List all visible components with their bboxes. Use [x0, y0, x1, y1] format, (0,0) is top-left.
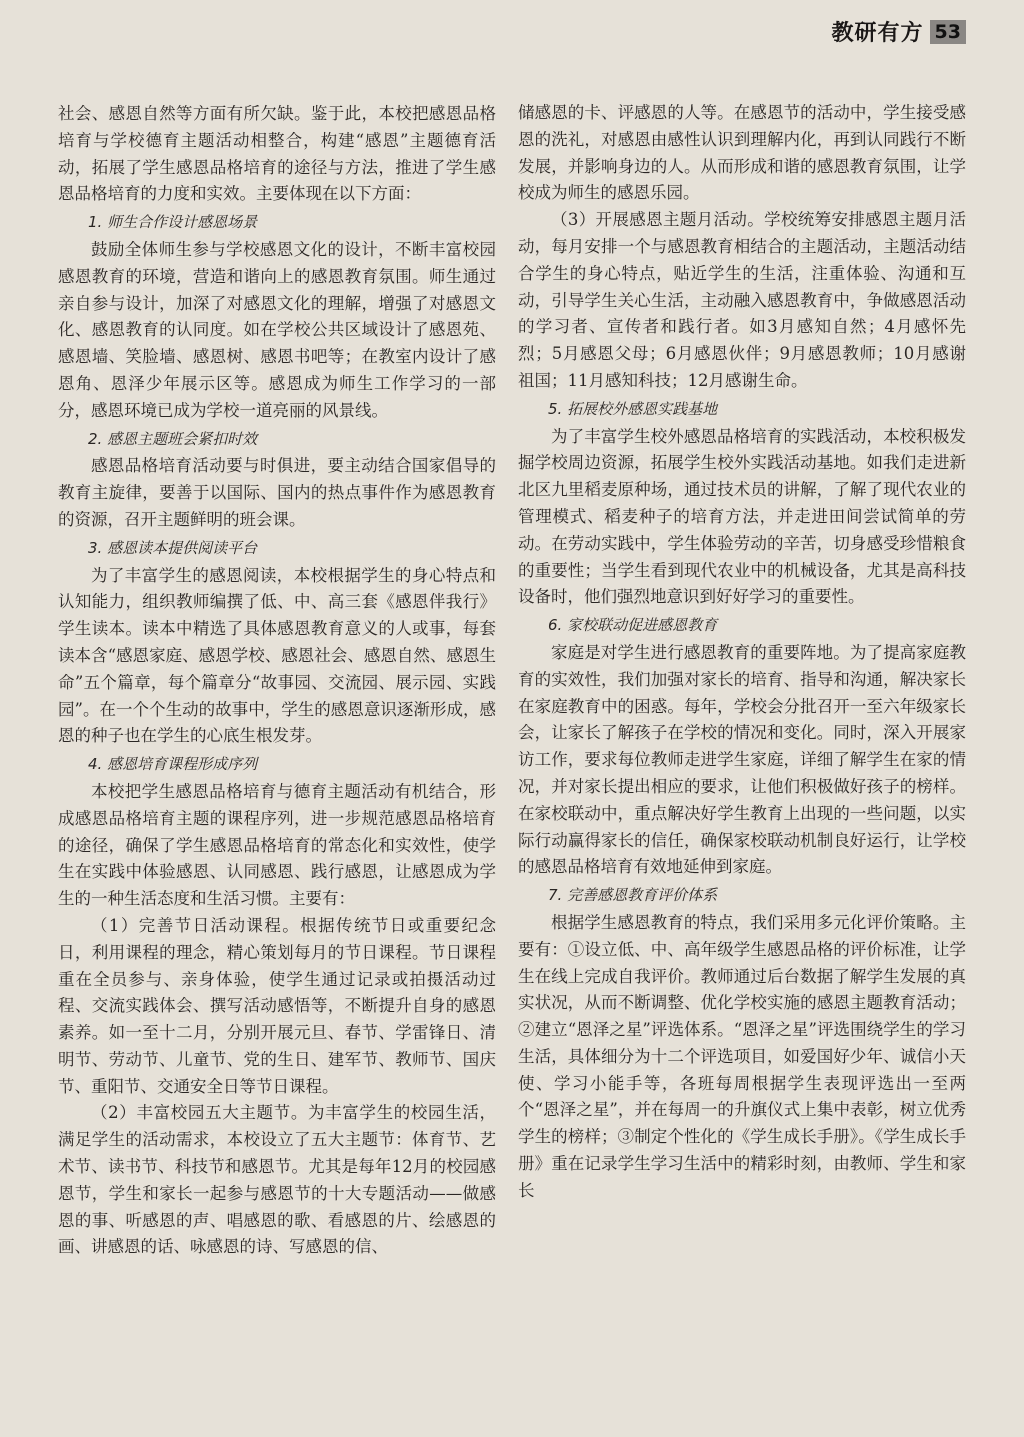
paragraph: （1）完善节日活动课程。根据传统节日或重要纪念日，利用课程的理念，精心策划每月的节日课程。节日课程重在全员参与、亲身体验，使学生通过记录或拍摄活动过程、交流实践体会、撰写活动感悟等，不断提升自身的感恩素养。如一至十二月，分别开展元旦、春节、学雷锋日、清明节、劳动节、儿童节、党的生日、建军节、教师节、国庆节、重阳节、交通安全日等节日课程。	[58, 915, 496, 1096]
paragraph: 为了丰富学生校外感恩品格培育的实践活动，本校积极发掘学校周边资源，拓展学生校外实践活动基地。如我们走进新北区九里稻麦原种场，通过技术员的讲解，了解了现代农业的管理模式、稻麦种子的培育方法，并走进田间尝试简单的劳动。在劳动实践中，学生体验劳动的辛苦，切身感受珍惜粮食的重要性；当学生看到现代农业中的机械设备，尤其是高科技设备时，他们强烈地意识到好好学习的重要性。	[518, 426, 966, 607]
paragraph: 本校把学生感恩品格培育与德育主题活动有机结合，形成感恩品格培育主题的课程序列，进一步规范感恩品格培育的途径，确保了学生感恩品格培育的常态化和实效性，使学生在实践中体验感恩、认同感恩、践行感恩，让感恩成为学生的一种生活态度和生活习惯。主要有：	[58, 781, 496, 909]
paragraph: （3）开展感恩主题月活动。学校统筹安排感恩主题月活动，每月安排一个与感恩教育相结合的主题活动，主题活动结合学生的身心特点，贴近学生的生活，注重体验、沟通和互动，引导学生关心生活，主动融入感恩教育中，争做感恩活动的学习者、宣传者和践行者。如3月感知自然；4月感怀先烈；5月感恩父母；6月感恩伙伴；9月感恩教师；10月感谢祖国；11月感知科技；12月感谢生命。	[518, 210, 966, 390]
right-column	[518, 100, 966, 1205]
paragraph: （2）丰富校园五大主题节。为丰富学生的校园生活，满足学生的活动需求，本校设立了五大主题节：体育节、艺术节、读书节、科技节和感恩节。尤其是每年12月的校园感恩节，学生和家长一起参与感恩节的十大专题活动——做感恩的事、听感恩的声、唱感恩的歌、看感恩的片、绘感恩的画、讲感恩的话、咏感恩的诗、写感恩的信、	[58, 1103, 496, 1257]
section-title: 教研有方	[831, 20, 924, 46]
section-heading: 3. 感恩读本提供阅读平台	[88, 538, 258, 557]
section-heading: 5. 拓展校外感恩实践基地	[548, 399, 718, 418]
paragraph: 根据学生感恩教育的特点，我们采用多元化评价策略。主要有：①设立低、中、高年级学生感恩品格的评价标准，让学生在线上完成自我评价。教师通过后台数据了解学生发展的真实状况，从而不断调整、优化学校实施的感恩主题教育活动；②建立“恩泽之星”评选体系。“恩泽之星”评选围绕学生的学习生活，具体细分为十二个评选项目，如爱国好少年、诚信小天使、学习小能手等，各班每周根据学生表现评选出一至两个“恩泽之星”，并在每周一的升旗仪式上集中表彰，树立优秀学生的榜样；③制定个性化的《学生成长手册》。《学生成长手册》重在记录学生学习生活中的精彩时刻，由教师、学生和家长	[518, 912, 966, 1200]
paragraph: 为了丰富学生的感恩阅读，本校根据学生的身心特点和认知能力，组织教师编撰了低、中、高三套《感恩伴我行》学生读本。读本中精选了具体感恩教育意义的人或事，每套读本含“感恩家庭、感恩学校、感恩社会、感恩自然、感恩生命”五个篇章，每个篇章分“故事园、交流园、展示园、实践园”。在一个个生动的故事中，学生的感恩意识逐渐形成，感恩的种子也在学生的心底生根发芽。	[58, 565, 496, 746]
page-header	[832, 16, 966, 47]
paragraph: 家庭是对学生进行感恩教育的重要阵地。为了提高家庭教育的实效性，我们加强对家长的培育、指导和沟通，解决家长在家庭教育中的困惑。每年，学校会分批召开一至六年级家长会，让家长了解孩子在学校的情况和变化。同时，深入开展家访工作，要求每位教师走进学生家庭，详细了解学生在家的情况，并对家长提出相应的要求，让他们积极做好孩子的榜样。在家校联动中，重点解决好学生教育上出现的一些问题，以实际行动赢得家长的信任，确保家校联动机制良好运行，让学校的感恩品格培育有效地延伸到家庭。	[518, 642, 966, 877]
paragraph: 鼓励全体师生参与学校感恩文化的设计，不断丰富校园感恩教育的环境，营造和谐向上的感恩教育氛围。师生通过亲自参与设计，加深了对感恩文化的理解，增强了对感恩文化、感恩教育的认同度。如在学校公共区域设计了感恩苑、感恩墙、笑脸墙、感恩树、感恩书吧等；在教室内设计了感恩角、恩泽少年展示区等。感恩成为师生工作学习的一部分，感恩环境已成为学校一道亮丽的风景线。	[58, 239, 496, 420]
page-number: 53	[930, 20, 966, 44]
section-heading: 7. 完善感恩教育评价体系	[548, 886, 718, 905]
left-column	[58, 101, 496, 1261]
paragraph: 感恩品格培育活动要与时俱进，要主动结合国家倡导的教育主旋律，要善于以国际、国内的热点事件作为感恩教育的资源，召开主题鲜明的班会课。	[58, 456, 496, 529]
section-heading: 1. 师生合作设计感恩场景	[88, 213, 258, 232]
section-heading: 4. 感恩培育课程形成序列	[88, 755, 258, 774]
section-heading: 2. 感恩主题班会紧扣时效	[88, 429, 258, 448]
paragraph: 储感恩的卡、评感恩的人等。在感恩节的活动中，学生接受感恩的洗礼，对感恩由感性认识到理解内化，再到认同践行不断发展，并影响身边的人。从而形成和谐的感恩教育氛围，让学校成为师生的感恩乐园。	[518, 103, 966, 203]
section-heading: 6. 家校联动促进感恩教育	[548, 616, 718, 635]
paragraph: 社会、感恩自然等方面有所欠缺。鉴于此，本校把感恩品格培育与学校德育主题活动相整合，构建“感恩”主题德育活动，拓展了学生感恩品格培育的途径与方法，推进了学生感恩品格培育的力度和实效。主要体现在以下方面：	[58, 104, 496, 204]
